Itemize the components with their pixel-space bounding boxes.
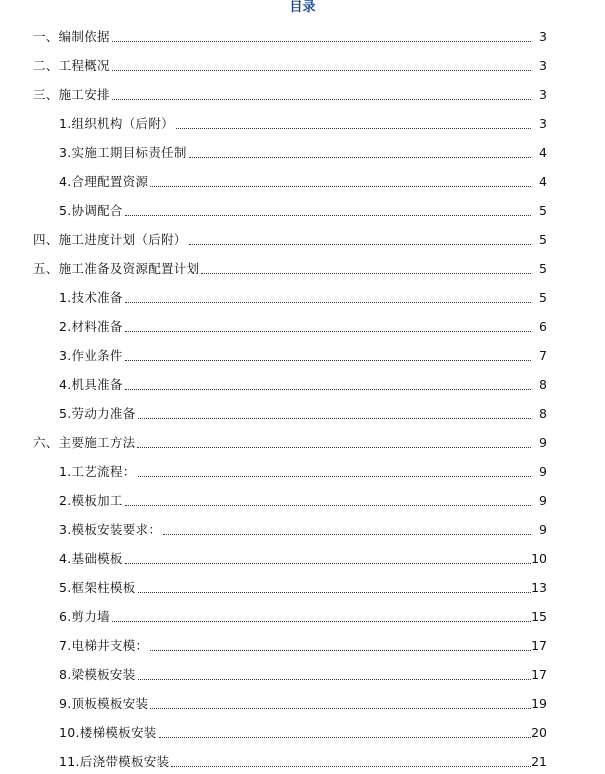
toc-entry-label: 3.模板安装要求：	[59, 522, 162, 537]
toc-entry-page: 4	[539, 174, 547, 189]
toc-entry-label: 1.工艺流程：	[59, 464, 136, 479]
toc-entry-label: 六、主要施工方法	[33, 435, 136, 450]
toc-entry[interactable]	[0, 743, 605, 772]
toc-entry-page: 9	[539, 464, 547, 479]
toc-entry-page: 17	[531, 638, 547, 653]
toc-entry[interactable]	[0, 627, 605, 656]
toc-entry-page: 7	[539, 348, 547, 363]
toc-leader-dots	[125, 215, 531, 216]
toc-entry-page: 8	[539, 377, 547, 392]
toc-entry-page: 21	[531, 754, 547, 769]
toc-leader-dots	[125, 389, 531, 390]
toc-entry-page: 3	[539, 87, 547, 102]
toc-entry-page: 5	[539, 261, 547, 276]
toc-entry[interactable]	[0, 18, 605, 47]
toc-entry[interactable]	[0, 221, 605, 250]
toc-leader-dots	[159, 737, 531, 738]
toc-entry-label: 11.后浇带模板安装	[59, 754, 170, 769]
toc-entry-label: 5.框架柱模板	[59, 580, 136, 595]
toc-entry-label: 4.机具准备	[59, 377, 123, 392]
toc-entry-label: 9.顶板模板安装	[59, 696, 149, 711]
toc-entry[interactable]	[0, 134, 605, 163]
toc-entry-label: 2.模板加工	[59, 493, 123, 508]
toc-leader-dots	[125, 360, 531, 361]
toc-entry[interactable]	[0, 598, 605, 627]
toc-entry-page: 9	[539, 522, 547, 537]
toc-entry-label: 4.合理配置资源	[59, 174, 149, 189]
toc-entry[interactable]	[0, 656, 605, 685]
toc-leader-dots	[150, 650, 531, 651]
toc-entry-label: 1.组织机构（后附）	[59, 116, 174, 131]
toc-entry-page: 6	[539, 319, 547, 334]
toc-entry-page: 5	[539, 203, 547, 218]
toc-entry-page: 4	[539, 145, 547, 160]
toc-entry[interactable]	[0, 511, 605, 540]
toc-entry[interactable]	[0, 685, 605, 714]
toc-entry[interactable]	[0, 250, 605, 279]
toc-entry[interactable]	[0, 192, 605, 221]
toc-entry[interactable]	[0, 424, 605, 453]
toc-leader-dots	[137, 447, 531, 448]
toc-entry[interactable]	[0, 569, 605, 598]
toc-leader-dots	[112, 99, 531, 100]
toc-entry-label: 1.技术准备	[59, 290, 123, 305]
toc-entry-label: 三、施工安排	[33, 87, 110, 102]
toc-entry-label: 10.楼梯模板安装	[59, 725, 157, 740]
toc-entry[interactable]	[0, 366, 605, 395]
toc-leader-dots	[189, 244, 531, 245]
toc-leader-dots	[171, 766, 531, 767]
toc-leader-dots	[163, 534, 531, 535]
toc-entry-page: 17	[531, 667, 547, 682]
toc-entry[interactable]	[0, 308, 605, 337]
toc-entry[interactable]	[0, 395, 605, 424]
toc-entry-label: 2.材料准备	[59, 319, 123, 334]
toc-entry-page: 5	[539, 290, 547, 305]
toc-entry-label: 四、施工进度计划（后附）	[33, 232, 187, 247]
toc-entry-label: 5.劳动力准备	[59, 406, 136, 421]
toc-leader-dots	[150, 708, 531, 709]
toc-leader-dots	[138, 476, 531, 477]
toc-entry[interactable]	[0, 76, 605, 105]
toc-leader-dots	[138, 679, 531, 680]
toc-leader-dots	[138, 418, 531, 419]
toc-leader-dots	[125, 505, 531, 506]
toc-entry[interactable]	[0, 163, 605, 192]
toc-entry-page: 8	[539, 406, 547, 421]
toc-entry-page: 9	[539, 435, 547, 450]
toc-entry-label: 8.梁模板安装	[59, 667, 136, 682]
toc-list	[0, 18, 605, 772]
toc-entry-page: 20	[531, 725, 547, 740]
toc-entry-page: 3	[539, 116, 547, 131]
toc-entry-page: 5	[539, 232, 547, 247]
toc-leader-dots	[176, 128, 531, 129]
toc-entry-label: 7.电梯井支模：	[59, 638, 149, 653]
toc-leader-dots	[125, 563, 531, 564]
toc-entry-label: 一、编制依据	[33, 29, 110, 44]
toc-leader-dots	[125, 331, 531, 332]
toc-leader-dots	[189, 157, 531, 158]
toc-entry[interactable]	[0, 714, 605, 743]
toc-entry-page: 3	[539, 58, 547, 73]
toc-entry-label: 3.实施工期目标责任制	[59, 145, 187, 160]
toc-leader-dots	[138, 592, 531, 593]
toc-entry[interactable]	[0, 279, 605, 308]
toc-entry[interactable]	[0, 105, 605, 134]
toc-entry[interactable]	[0, 47, 605, 76]
toc-entry-label: 4.基础模板	[59, 551, 123, 566]
toc-leader-dots	[150, 186, 531, 187]
toc-entry-page: 9	[539, 493, 547, 508]
toc-entry-label: 5.协调配合	[59, 203, 123, 218]
toc-entry[interactable]	[0, 540, 605, 569]
toc-leader-dots	[201, 273, 531, 274]
toc-leader-dots	[112, 621, 531, 622]
page-title: 目录	[289, 0, 316, 15]
toc-entry[interactable]	[0, 482, 605, 511]
toc-entry-label: 五、施工准备及资源配置计划	[33, 261, 200, 276]
toc-leader-dots	[112, 70, 531, 71]
toc-entry[interactable]	[0, 337, 605, 366]
toc-entry[interactable]	[0, 453, 605, 482]
toc-entry-page: 19	[531, 696, 547, 711]
toc-leader-dots	[112, 41, 531, 42]
toc-entry-label: 6.剪力墙	[59, 609, 110, 624]
toc-entry-page: 15	[531, 609, 547, 624]
toc-entry-label: 二、工程概况	[33, 58, 110, 73]
toc-entry-label: 3.作业条件	[59, 348, 123, 363]
toc-leader-dots	[125, 302, 531, 303]
toc-entry-page: 13	[531, 580, 547, 595]
toc-entry-page: 10	[531, 551, 547, 566]
toc-entry-page: 3	[539, 29, 547, 44]
